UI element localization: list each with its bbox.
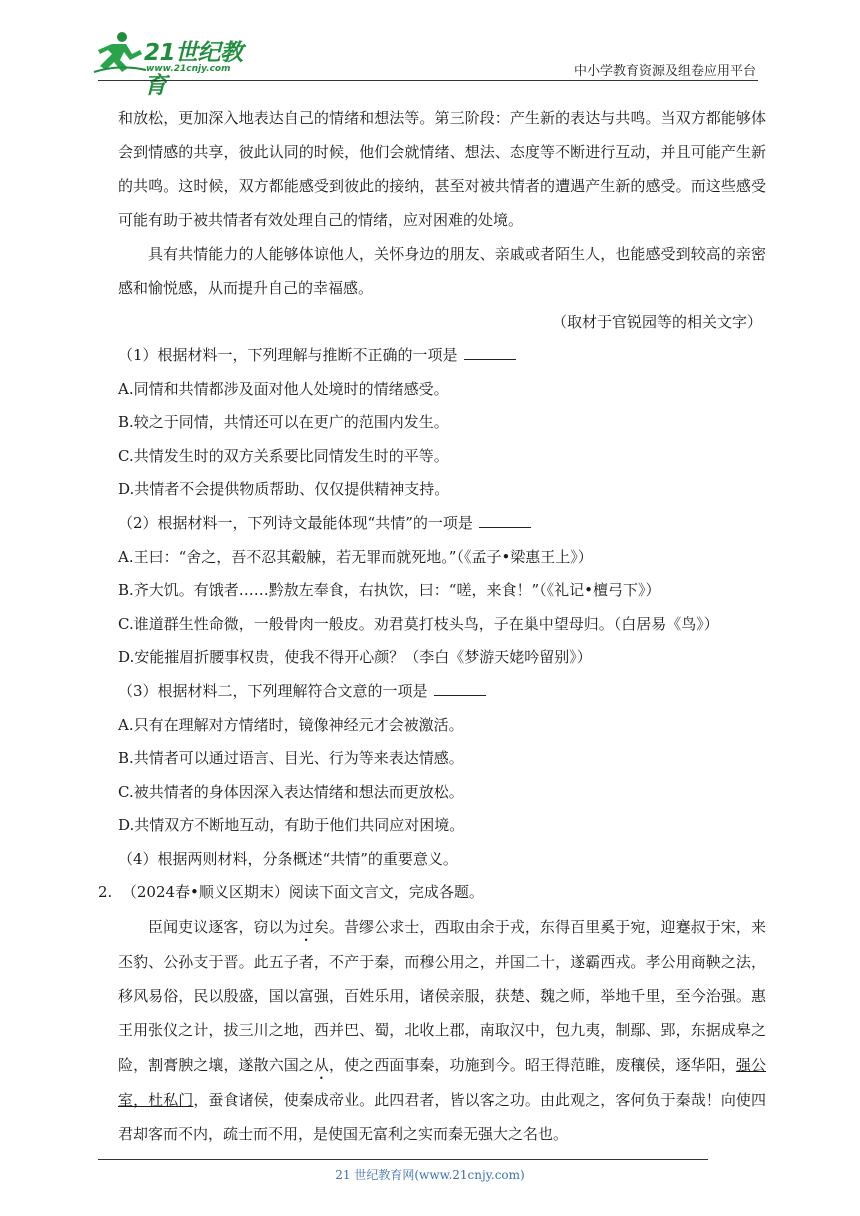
question-option[interactable]: D.安能摧眉折腰事权贵，使我不得开心颜？（李白《梦游天姥吟留别》） bbox=[118, 648, 592, 667]
logo-text: 21世纪教育 bbox=[144, 40, 243, 99]
question-option[interactable]: B.较之于同情，共情还可以在更广的范围内发生。 bbox=[118, 413, 449, 432]
question-option[interactable]: A.只有在理解对方情绪时，镜像神经元才会被激活。 bbox=[118, 715, 464, 734]
header-divider bbox=[98, 80, 758, 81]
answer-blank[interactable] bbox=[434, 681, 486, 696]
question-option[interactable]: C.谁道群生性命微，一般骨肉一般皮。劝君莫打枝头鸟，子在巢中望母归。（白居易《鸟》） bbox=[118, 614, 719, 633]
question-title: （4）根据两则材料，分条概述“共情”的重要意义。 bbox=[118, 849, 458, 868]
question-heading-text: （2024春•顺义区期末）阅读下面文言文，完成各题。 bbox=[121, 883, 484, 901]
question-option[interactable]: C.共情发生时的双方关系要比同情发生时的平等。 bbox=[118, 446, 449, 465]
passage-paragraph: 具有共情能力的人能够体谅他人，关怀身边的朋友、亲戚或者陌生人，也能感受到较高的亲密感和愉悦感，从而提升自己的幸福感。 bbox=[118, 245, 766, 297]
source-citation: （取材于官锐园等的相关文字） bbox=[551, 313, 762, 331]
dotted-word: 从 bbox=[313, 1055, 329, 1074]
question-title: （3）根据材料二，下列理解符合文意的一项是 bbox=[118, 675, 766, 709]
document-body bbox=[118, 101, 766, 877]
page-header bbox=[0, 0, 860, 99]
runner-logo-icon bbox=[92, 30, 148, 76]
question-number: 2. bbox=[98, 883, 113, 901]
question-option[interactable]: D.共情者不会提供物质帮助、仅仅提供精神支持。 bbox=[118, 480, 450, 499]
question-1 bbox=[118, 339, 766, 507]
passage-paragraph: 和放松，更加深入地表达自己的情绪和想法等。第三阶段：产生新的表达与共鸣。当双方都能够体会到情感的共享，彼此认同的时候，他们会就情绪、想法、态度等不断进行互动，并且可能产生新的共鸣。这时候，双方都能感受到彼此的接纳，甚至对被共情者的遭遇产生新的感受。而这些感受可能有助于被共情者有效处理自己的情绪，应对困难的处境。 bbox=[118, 109, 766, 229]
question-option[interactable]: A.同情和共情都涉及面对他人处境时的情绪感受。 bbox=[118, 379, 449, 398]
question-title: （2）根据材料一，下列诗文最能体现“共情”的一项是 bbox=[118, 507, 766, 541]
question-3 bbox=[118, 675, 766, 843]
question-option[interactable]: D.共情双方不断地互动，有助于他们共同应对困境。 bbox=[118, 816, 465, 835]
logo-url: www.21cnjy.com bbox=[146, 64, 231, 74]
question-2-block bbox=[98, 876, 766, 1152]
question-4 bbox=[118, 843, 766, 877]
platform-name: 中小学教育资源及组卷应用平台 bbox=[573, 64, 756, 79]
answer-blank[interactable] bbox=[479, 513, 531, 528]
question-title: （1）根据材料一，下列理解与推断不正确的一项是 bbox=[118, 339, 766, 373]
question-option[interactable]: B.共情者可以通过语言、目光、行为等来表达情感。 bbox=[118, 749, 464, 768]
answer-blank[interactable] bbox=[464, 345, 516, 360]
question-option[interactable]: C.被共情者的身体因深入表达情绪和想法而更放松。 bbox=[118, 782, 464, 801]
question-option[interactable]: B.齐大饥。有饿者……黔敖左奉食，右执饮，曰：“嗟，来食！”（《礼记•檀弓下》） bbox=[118, 581, 661, 600]
dotted-word: 过 bbox=[298, 917, 314, 936]
question-2 bbox=[118, 507, 766, 675]
footer-link[interactable]: 21 世纪教育网(www.21cnjy.com) bbox=[335, 1168, 525, 1182]
footer-divider bbox=[98, 1159, 708, 1160]
question-option[interactable]: A.王曰：“舍之，吾不忍其觳觫，若无罪而就死地。”（《孟子•梁惠王上》） bbox=[118, 547, 593, 566]
site-logo[interactable] bbox=[92, 30, 262, 99]
underlined-phrase: 强公室，杜私门 bbox=[118, 1055, 766, 1109]
question-heading bbox=[98, 876, 766, 910]
classical-passage: 臣闻吏议逐客，窃以为过矣。昔缪公求士，西取由余于戎，东得百里奚于宛，迎蹇叔于宋，来丕豹、公孙支于晋。此五子者，不产于秦，而穆公用之，并国二十，遂霸西戎。孝公用商鞅之法，移风易俗，民以殷盛，国以富强，百姓乐用，诸侯亲服，获楚、魏之师，举地千里，至今治强。惠王用张仪之计，拔三川之地，西并巴、蜀，北收上郡，南取汉中，包九夷，制鄢、郢，东据成皋之险，割膏腴之壤，遂散六国之从，使之西面事秦，功施到今。昭王得范睢，废穰侯，逐华阳，强公室，杜私门，蚕食诸侯，使秦成帝业。此四君者，皆以客之功。由此观之，客何负于秦哉！向使四君却客而不内，疏士而不用，是使国无富利之实而秦无强大之名也。 bbox=[118, 917, 766, 1144]
